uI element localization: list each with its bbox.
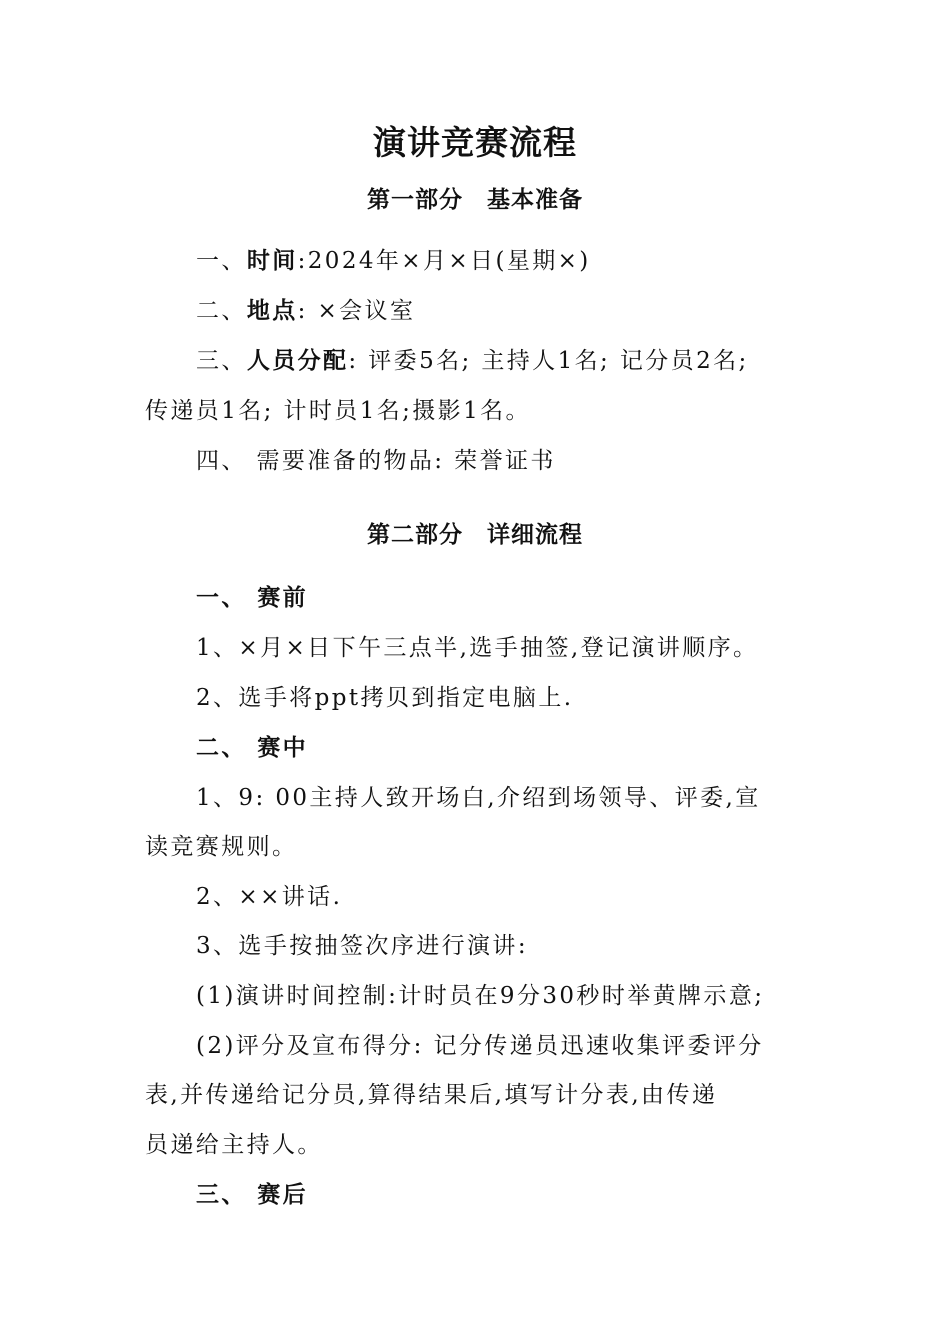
page-title: 演讲竞赛流程 xyxy=(373,123,577,162)
part2-heading-number: 第二部分 xyxy=(367,522,463,548)
mid-match-subitem-1: (1)演讲时间控制:计时员在9分30秒时举黄牌示意; xyxy=(196,983,765,1009)
part2-heading-title: 详细流程 xyxy=(487,522,583,548)
place-value: : ×会议室 xyxy=(297,298,416,324)
time-label: 时间 xyxy=(246,247,298,274)
part1-heading-number: 第一部分 xyxy=(367,187,463,213)
staff-label: 人员分配 xyxy=(246,347,349,374)
pre-match-item-1: 1、×月×日下午三点半,选手抽签,登记演讲顺序。 xyxy=(196,635,759,661)
mid-match-subitem-2-continued-2: 员递给主持人。 xyxy=(145,1132,323,1158)
part1-heading-title: 基本准备 xyxy=(487,187,583,213)
staff-line-continued: 传递员1名; 计时员1名;摄影1名。 xyxy=(145,398,531,424)
mid-match-item-1: 1、9: 00主持人致开场白,介绍到场领导、评委,宣 xyxy=(196,785,761,811)
time-value: :2024年×月×日(星期×) xyxy=(297,248,591,274)
staff-line xyxy=(196,346,749,376)
staff-number: 三、 xyxy=(196,348,247,374)
part2-heading xyxy=(0,520,950,550)
place-label: 地点 xyxy=(246,297,298,324)
mid-match-heading: 二、 赛中 xyxy=(196,734,309,761)
mid-match-item-1-continued: 读竞赛规则。 xyxy=(145,834,298,860)
mid-match-subitem-2: (2)评分及宣布得分: 记分传递员迅速收集评委评分 xyxy=(196,1033,764,1059)
time-line xyxy=(196,246,591,276)
mid-match-item-3: 3、选手按抽签次序进行演讲: xyxy=(196,933,528,959)
part1-heading xyxy=(0,185,950,215)
time-number: 一、 xyxy=(196,248,247,274)
staff-value: : 评委5名; 主持人1名; 记分员2名; xyxy=(348,348,749,374)
place-number: 二、 xyxy=(196,298,247,324)
place-line xyxy=(196,296,415,326)
pre-match-item-2: 2、选手将ppt拷贝到指定电脑上. xyxy=(196,685,574,711)
mid-match-item-2: 2、××讲话. xyxy=(196,884,343,910)
pre-match-heading: 一、 赛前 xyxy=(196,584,309,611)
mid-match-subitem-2-continued-1: 表,并传递给记分员,算得结果后,填写计分表,由传递 xyxy=(145,1082,718,1108)
items-line: 四、 需要准备的物品: 荣誉证书 xyxy=(196,448,556,474)
post-match-heading: 三、 赛后 xyxy=(196,1181,309,1208)
